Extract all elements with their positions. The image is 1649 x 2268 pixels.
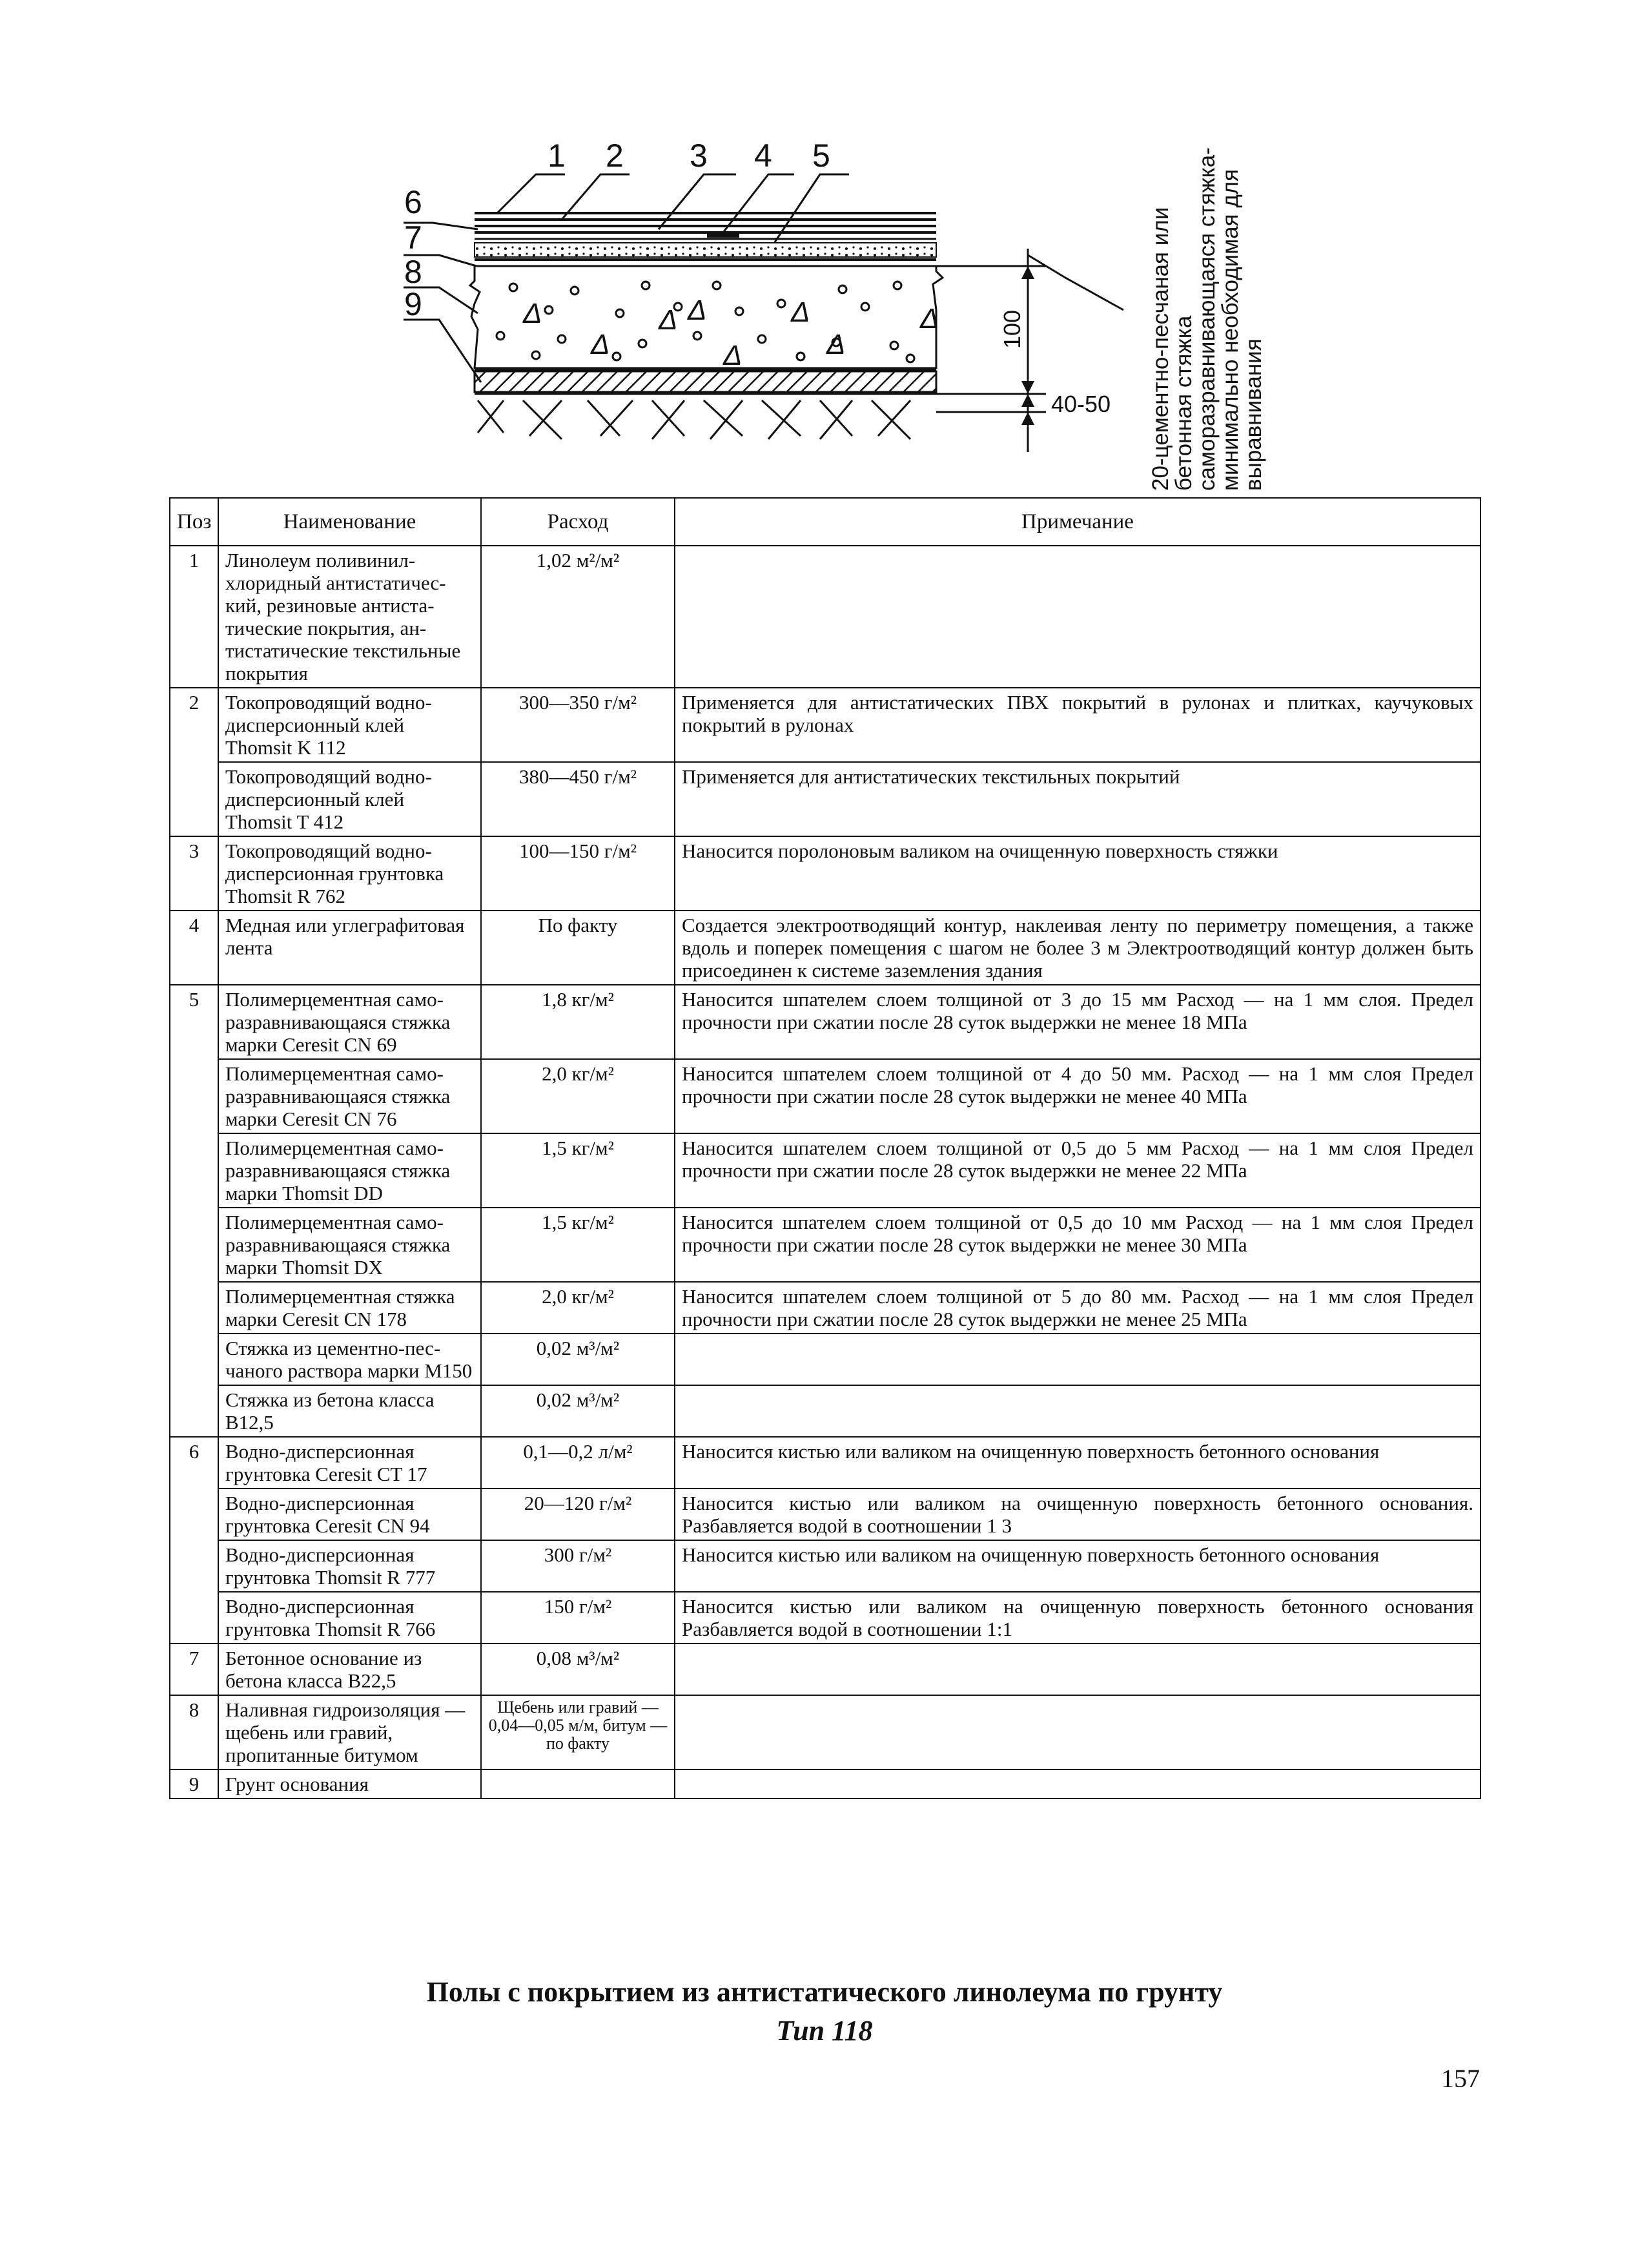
caption-type: Тип 118 — [776, 2015, 873, 2046]
cell-consumption: 300 г/м² — [481, 1540, 675, 1592]
cell-name: Полимерцементная саморазравнивающаяся стяжка марки Ceresit CN 69 — [218, 985, 481, 1059]
cell-note: Применяется для антистатических ПВХ покрытий в рулонах и плитках, каучуковых покрытий в рулонах — [675, 688, 1480, 762]
svg-text:Δ: Δ — [659, 304, 678, 336]
table-row — [170, 1769, 1480, 1799]
cell-name: Полимерцементная стяжка марки Ceresit CN 178 — [218, 1282, 481, 1334]
cell-consumption: 100—150 г/м² — [481, 836, 675, 911]
cell-note — [675, 1695, 1480, 1769]
cell-name: Водно-дисперсионная грунтовка Thomsit R 777 — [218, 1540, 481, 1592]
table-header-row — [170, 498, 1480, 546]
cell-pos: 6 — [170, 1437, 218, 1644]
callout-6: 6 — [404, 184, 422, 220]
table-row — [170, 1644, 1480, 1695]
cell-name: Токопроводящий воднодисперсионная грунтовка Thomsit R 762 — [218, 836, 481, 911]
cell-name: Полимерцементная саморазравнивающаяся стяжка марки Thomsit DX — [218, 1208, 481, 1282]
callout-5: 5 — [812, 138, 830, 174]
cell-consumption: 20—120 г/м² — [481, 1489, 675, 1540]
table-row — [170, 1540, 1480, 1592]
table-row — [170, 1133, 1480, 1208]
cell-note: Наносится шпателем слоем толщиной от 0,5 до 5 мм Расход — на 1 мм слоя Предел прочности при сжатии после 28 суток выдержки не менее 22 МПа — [675, 1133, 1480, 1208]
layer-gravel — [475, 369, 936, 394]
cell-pos: 1 — [170, 546, 218, 688]
table-row — [170, 985, 1480, 1059]
table-row — [170, 1334, 1480, 1385]
cell-consumption: 1,02 м²/м² — [481, 546, 675, 688]
table-row — [170, 1489, 1480, 1540]
cell-consumption: 2,0 кг/м² — [481, 1282, 675, 1334]
header-name: Наименование — [218, 498, 481, 546]
cell-name: Грунт основания — [218, 1769, 481, 1799]
cell-note — [675, 1334, 1480, 1385]
header-pos: Поз — [170, 498, 218, 546]
callout-4: 4 — [754, 138, 772, 174]
cell-note: Наносится кистью или валиком на очищенную поверхность бетонного основания Разбавляется водой в соотношении 1:1 — [675, 1592, 1480, 1644]
concrete-aggregate — [497, 282, 939, 371]
cell-consumption: 380—450 г/м² — [481, 762, 675, 836]
cell-note: Создается электроотводящий контур, наклеивая ленту по периметру помещения, а также вдоль и поперек помещения с шагом не более 3 м Электроотводящий контур должен быть присоединен к системе заземления здания — [675, 911, 1480, 985]
svg-text:Δ: Δ — [591, 329, 610, 360]
cell-name: Стяжка из бетона класса В12,5 — [218, 1385, 481, 1437]
cell-pos: 9 — [170, 1769, 218, 1799]
cell-note — [675, 1769, 1480, 1799]
figure-caption — [0, 1973, 1649, 2050]
callout-2: 2 — [606, 138, 624, 174]
cell-consumption: 0,08 м³/м² — [481, 1644, 675, 1695]
dimension-100: 100 — [999, 309, 1025, 349]
svg-text:Δ: Δ — [723, 340, 743, 371]
callout-1: 1 — [548, 138, 566, 174]
cell-note: Наносится кистью или валиком на очищенную поверхность бетонного основания — [675, 1437, 1480, 1489]
table-row — [170, 1282, 1480, 1334]
cell-name: Водно-дисперсионная грунтовка Ceresit CT 17 — [218, 1437, 481, 1489]
cell-pos: 4 — [170, 911, 218, 985]
materials-table — [169, 497, 1481, 1799]
svg-text:Δ: Δ — [791, 296, 810, 328]
cell-note: Наносится кистью или валиком на очищенную поверхность бетонного основания. Разбавляется водой в соотношении 1 3 — [675, 1489, 1480, 1540]
cell-name: Стяжка из цементно-песчаного раствора марки М150 — [218, 1334, 481, 1385]
cell-name: Водно-дисперсионная грунтовка Ceresit CN 94 — [218, 1489, 481, 1540]
cell-note: Наносится кистью или валиком на очищенную поверхность бетонного основания — [675, 1540, 1480, 1592]
cell-consumption: 2,0 кг/м² — [481, 1059, 675, 1133]
cell-consumption: 1,8 кг/м² — [481, 985, 675, 1059]
layer-ground — [478, 400, 910, 439]
caption-title: Полы с покрытием из антистатического линолеума по грунту — [426, 1976, 1223, 2008]
cell-note: Наносится шпателем слоем толщиной от 4 до 50 мм. Расход — на 1 мм слоя Предел прочности при сжатии после 28 суток выдержки не менее 40 МПа — [675, 1059, 1480, 1133]
cell-pos: 2 — [170, 688, 218, 836]
cell-consumption: 150 г/м² — [481, 1592, 675, 1644]
table-row — [170, 1385, 1480, 1437]
cell-name: Бетонное основание из бетона класса В22,5 — [218, 1644, 481, 1695]
table-row — [170, 836, 1480, 911]
table-row — [170, 1592, 1480, 1644]
table-row — [170, 546, 1480, 688]
page-number: 157 — [1441, 2064, 1480, 2093]
callout-9: 9 — [404, 286, 422, 322]
layer-screed — [475, 243, 936, 257]
cell-name: Полимерцементная саморазравнивающаяся стяжка марки Ceresit CN 76 — [218, 1059, 481, 1133]
cell-name: Водно-дисперсионная грунтовка Thomsit R 766 — [218, 1592, 481, 1644]
callout-8: 8 — [404, 254, 422, 290]
cell-name: Линолеум поливинилхлоридный антистатический, резиновые антистатические покрытия, антистатические текстильные покрытия — [218, 546, 481, 688]
cell-consumption: 300—350 г/м² — [481, 688, 675, 762]
cell-name: Наливная гидроизоляция — щебень или гравий, пропитанные битумом — [218, 1695, 481, 1769]
cell-note: Наносится шпателем слоем толщиной от 0,5 до 10 мм Расход — на 1 мм слоя Предел прочности при сжатии после 28 суток выдержки не менее 30 МПа — [675, 1208, 1480, 1282]
cell-name: Токопроводящий воднодисперсионный клей Thomsit K 112 — [218, 688, 481, 762]
cell-name: Токопроводящий воднодисперсионный клей Thomsit T 412 — [218, 762, 481, 836]
cell-note: Наносится шпателем слоем толщиной от 3 до 15 мм Расход — на 1 мм слоя. Предел прочности при сжатии после 28 суток выдержки не менее 18 МПа — [675, 985, 1480, 1059]
cell-consumption — [481, 1769, 675, 1799]
callout-7: 7 — [404, 220, 422, 256]
cell-pos: 3 — [170, 836, 218, 911]
cell-consumption: 1,5 кг/м² — [481, 1208, 675, 1282]
cell-note: Применяется для антистатических текстильных покрытий — [675, 762, 1480, 836]
cell-note — [675, 1644, 1480, 1695]
table-row — [170, 1695, 1480, 1769]
table-row — [170, 1437, 1480, 1489]
dimension-40-50: 40-50 — [1051, 391, 1111, 417]
header-consumption: Расход — [481, 498, 675, 546]
svg-text:Δ: Δ — [826, 329, 846, 360]
cell-pos: 8 — [170, 1695, 218, 1769]
cell-consumption: 1,5 кг/м² — [481, 1133, 675, 1208]
table-row — [170, 1208, 1480, 1282]
svg-text:Δ: Δ — [523, 298, 542, 329]
table-row — [170, 1059, 1480, 1133]
svg-text:Δ: Δ — [920, 303, 939, 335]
layer-linoleum — [475, 213, 936, 239]
cell-consumption: 0,02 м³/м² — [481, 1385, 675, 1437]
dimension-lines — [936, 249, 1123, 452]
cell-note: Наносится поролоновым валиком на очищенную поверхность стяжки — [675, 836, 1480, 911]
cell-name: Полимерцементная саморазравнивающаяся стяжка марки Thomsit DD — [218, 1133, 481, 1208]
cell-note — [675, 1385, 1480, 1437]
table-row — [170, 911, 1480, 985]
cell-consumption: По факту — [481, 911, 675, 985]
screed-side-note — [1149, 132, 1304, 491]
cell-pos: 5 — [170, 985, 218, 1437]
table-row — [170, 762, 1480, 836]
cell-consumption: 0,02 м³/м² — [481, 1334, 675, 1385]
callout-leaders — [404, 174, 849, 382]
side-note-text: 20-цементно-песчаная или бетонная стяжка саморазравнивающаяся стяжка-минимально необходимая для выравнивания — [1148, 147, 1266, 491]
cell-pos: 7 — [170, 1644, 218, 1695]
cell-name: Медная или углеграфитовая лента — [218, 911, 481, 985]
table-row — [170, 688, 1480, 762]
cell-consumption: Щебень или гравий — 0,04—0,05 м/м, битум — по факту — [481, 1695, 675, 1769]
header-note: Примечание — [675, 498, 1480, 546]
callout-3: 3 — [690, 138, 708, 174]
cell-note: Наносится шпателем слоем толщиной от 5 до 80 мм. Расход — на 1 мм слоя Предел прочности при сжатии после 28 суток выдержки не менее 25 МПа — [675, 1282, 1480, 1334]
cell-note — [675, 546, 1480, 688]
cell-consumption: 0,1—0,2 л/м² — [481, 1437, 675, 1489]
svg-text:Δ: Δ — [688, 294, 707, 326]
